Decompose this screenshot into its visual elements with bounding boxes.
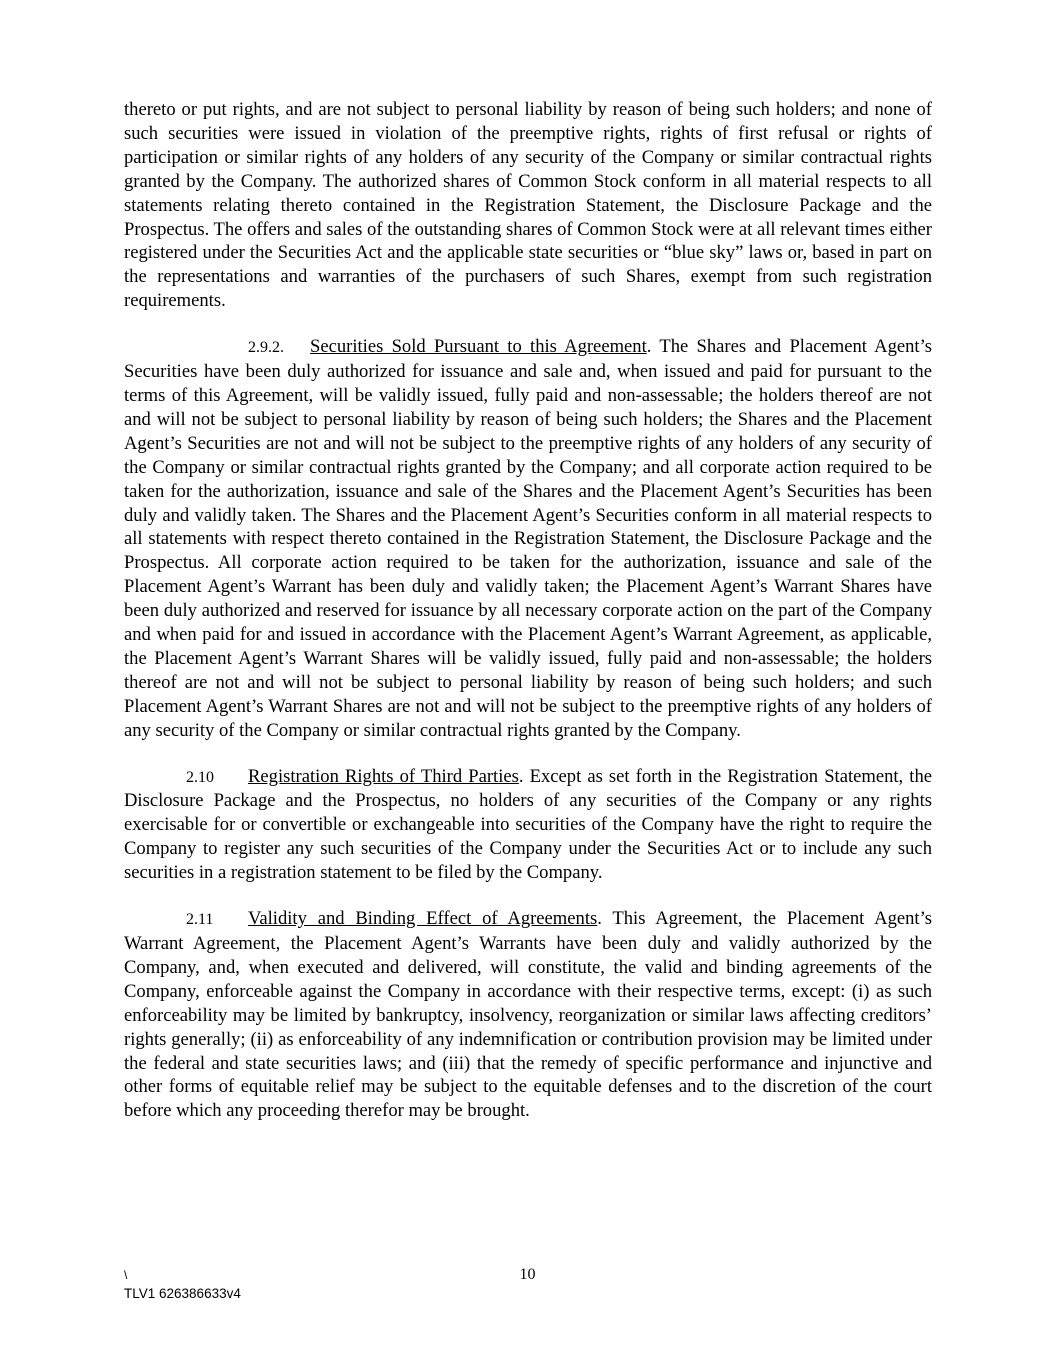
section-number: 2.10 xyxy=(186,768,214,786)
paragraph-text: thereto or put rights, and are not subject to personal liability by reason of being such holders; and none of such securities were issued in violation of the preemptive rights, rights of first refusal or rights of participation or similar rights of any holders of any security of the Company or similar contractual rights granted by the Company. The authorized shares of Common Stock conform in all material respects to all statements relating thereto contained in the Registration Statement, the Disclosure Package and the Prospectus. The offers and sales of the outstanding shares of Common Stock were at all relevant times either registered under the Securities Act and the applicable state securities or “blue sky” laws or, based in part on the representations and warranties of the purchasers of such Shares, exempt from such registration requirements. xyxy=(124,99,932,312)
section-2-11 xyxy=(124,907,932,1123)
section-2-9-2 xyxy=(124,335,932,742)
document-body xyxy=(124,98,932,1145)
section-text: . The Shares and Placement Agent’s Securities have been duly authorized for issuance and sale and, when issued and paid for pursuant to the terms of this Agreement, will be validly issued, fully paid and non-assessable; the holders thereof are not and will not be subject to personal liability by reason of being such holders; the Shares and the Placement Agent’s Securities are not and will not be subject to the preemptive rights of any holders of any security of the Company or similar contractual rights granted by the Company; and all corporate action required to be taken for the authorization, issuance and sale of the Shares and the Placement Agent’s Securities has been duly and validly taken. The Shares and the Placement Agent’s Securities conform in all material respects to all statements with respect thereto contained in the Registration Statement, the Disclosure Package and the Prospectus. All corporate action required to be taken for the authorization, issuance and sale of the Placement Agent’s Warrant has been duly and validly taken; the Placement Agent’s Warrant Shares have been duly authorized and reserved for issuance by all necessary corporate action on the part of the Company and when paid for and issued in accordance with the Placement Agent’s Warrant Agreement, as applicable, the Placement Agent’s Warrant Shares will be validly issued, fully paid and non-assessable; the holders thereof are not and will not be subject to personal liability by reason of being such holders; and such Placement Agent’s Warrant Shares are not and will not be subject to the preemptive rights of any holders of any security of the Company or similar contractual rights granted by the Company. xyxy=(124,336,932,741)
section-2-10 xyxy=(124,765,932,886)
section-heading: Registration Rights of Third Parties xyxy=(248,765,519,787)
paragraph-continuation xyxy=(124,98,932,313)
page-number: 10 xyxy=(519,1266,536,1283)
section-number: 2.9.2. xyxy=(248,339,284,357)
section-text: . Except as set forth in the Registration Statement, the Disclosure Package and the Prospectus, no holders of any securities of the Company or any rights exercisable for or convertible or exchangeable into securities of the Company have the right to require the Company to register any such securities of the Company under the Securities Act or to include any such securities in a registration statement to be filed by the Company. xyxy=(124,765,932,884)
footer-mark: \ xyxy=(124,1268,128,1282)
section-heading: Validity and Binding Effect of Agreements xyxy=(248,908,598,930)
section-heading: Securities Sold Pursuant to this Agreement xyxy=(310,336,647,358)
section-number: 2.11 xyxy=(186,911,214,929)
document-id: TLV1 626386633v4 xyxy=(124,1286,241,1301)
section-text: . This Agreement, the Placement Agent’s Warrant Agreement, the Placement Agent’s Warrants have been duly and validly authorized by the Company, and, when executed and delivered, will constitute, the valid and binding agreements of the Company, enforceable against the Company in accordance with their respective terms, except: (i) as such enforceability may be limited by bankruptcy, insolvency, reorganization or similar laws affecting creditors’ rights generally; (ii) as enforceability of any indemnification or contribution provision may be limited under the federal and state securities laws; and (iii) that the remedy of specific performance and injunctive and other forms of equitable relief may be subject to the equitable defenses and to the discretion of the court before which any proceeding therefor may be brought. xyxy=(124,908,933,1122)
